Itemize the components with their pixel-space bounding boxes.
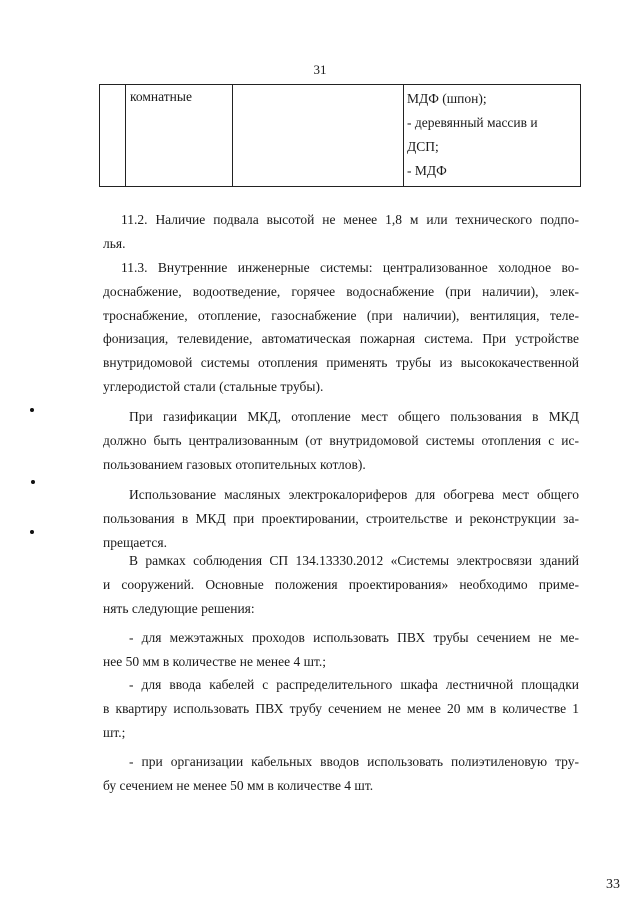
text-line: лья. — [103, 235, 126, 251]
table-row — [100, 85, 581, 187]
text-line: внутридомовой системы отопления применять трубы из высококачественной — [103, 355, 579, 371]
text-line: нее 50 мм в количестве не менее 4 шт.; — [103, 653, 326, 669]
scan-dot — [30, 408, 34, 412]
text-line: - при организации кабельных вводов использовать полиэтиленовую тру- — [129, 754, 579, 769]
handwritten-page-number: 33 — [606, 877, 620, 892]
material-line: ДСП; — [407, 139, 439, 154]
text-line: 11.3. Внутренние инженерные системы: централизованное холодное во- — [121, 260, 579, 275]
table-cell — [233, 85, 404, 187]
text-line: прещается. — [103, 534, 167, 550]
table-cell — [100, 85, 126, 187]
text-line: - для межэтажных проходов использовать ПВХ трубы сечением не ме- — [129, 630, 579, 645]
text-line: должно быть централизованным (от внутридомовой системы отопления с ис- — [103, 432, 579, 448]
text-line: шт.; — [103, 724, 126, 740]
text-line: углеродистой стали (стальные трубы). — [103, 378, 324, 394]
text-line: 11.2. Наличие подвала высотой не менее 1,8 м или технического подпо- — [121, 212, 579, 227]
text-line: В рамках соблюдения СП 134.13330.2012 «Системы электросвязи зданий — [129, 553, 579, 568]
table-cell-materials — [404, 85, 581, 187]
text-line: пользованием газовых отопительных котлов). — [103, 456, 366, 472]
list-item-cable-entry — [103, 673, 579, 744]
text-line: Использование масляных электрокалориферов для обогрева мест общего — [129, 487, 579, 502]
paragraph-sp-134 — [103, 549, 579, 620]
paragraph-heaters — [103, 483, 579, 554]
text-line: в квартиру использовать ПВХ трубу сечением не менее 20 мм в количестве 1 — [103, 700, 579, 716]
table-fragment — [99, 84, 581, 187]
text-line: При газификации МКД, отопление мест общего пользования в МКД — [129, 409, 579, 424]
table-cell-room-type: комнатные — [126, 85, 233, 187]
material-line: - деревянный массив и — [407, 115, 538, 130]
page-number: 31 — [313, 62, 327, 77]
list-item-interfloor — [103, 626, 579, 674]
text-line: - для ввода кабелей с распределительного шкафа лестничной площадки — [129, 677, 579, 692]
text-line: доснабжение, водоотведение, горячее водоснабжение (при наличии), элек- — [103, 283, 579, 299]
list-item-cable-inputs — [103, 750, 579, 798]
paragraph-gasification — [103, 405, 579, 476]
text-line: фонизация, телевидение, автоматическая пожарная система. При устройстве — [103, 331, 579, 347]
text-line: троснабжение, отопление, газоснабжение (при наличии), вентиляция, теле- — [103, 307, 579, 323]
text-line: и сооружений. Основные положения проектирования» необходимо приме- — [103, 576, 579, 592]
material-line: МДФ (шпон); — [407, 91, 487, 106]
scan-dot — [31, 480, 35, 484]
text-line: бу сечением не менее 50 мм в количестве 4 шт. — [103, 777, 374, 793]
scan-dot — [30, 530, 34, 534]
text-line: пользования в МКД при проектировании, строительстве и реконструкции за- — [103, 510, 579, 526]
paragraph-11-2 — [103, 208, 579, 256]
paragraph-11-3 — [103, 256, 579, 399]
text-line: нять следующие решения: — [103, 600, 255, 616]
material-line: - МДФ — [407, 163, 447, 178]
